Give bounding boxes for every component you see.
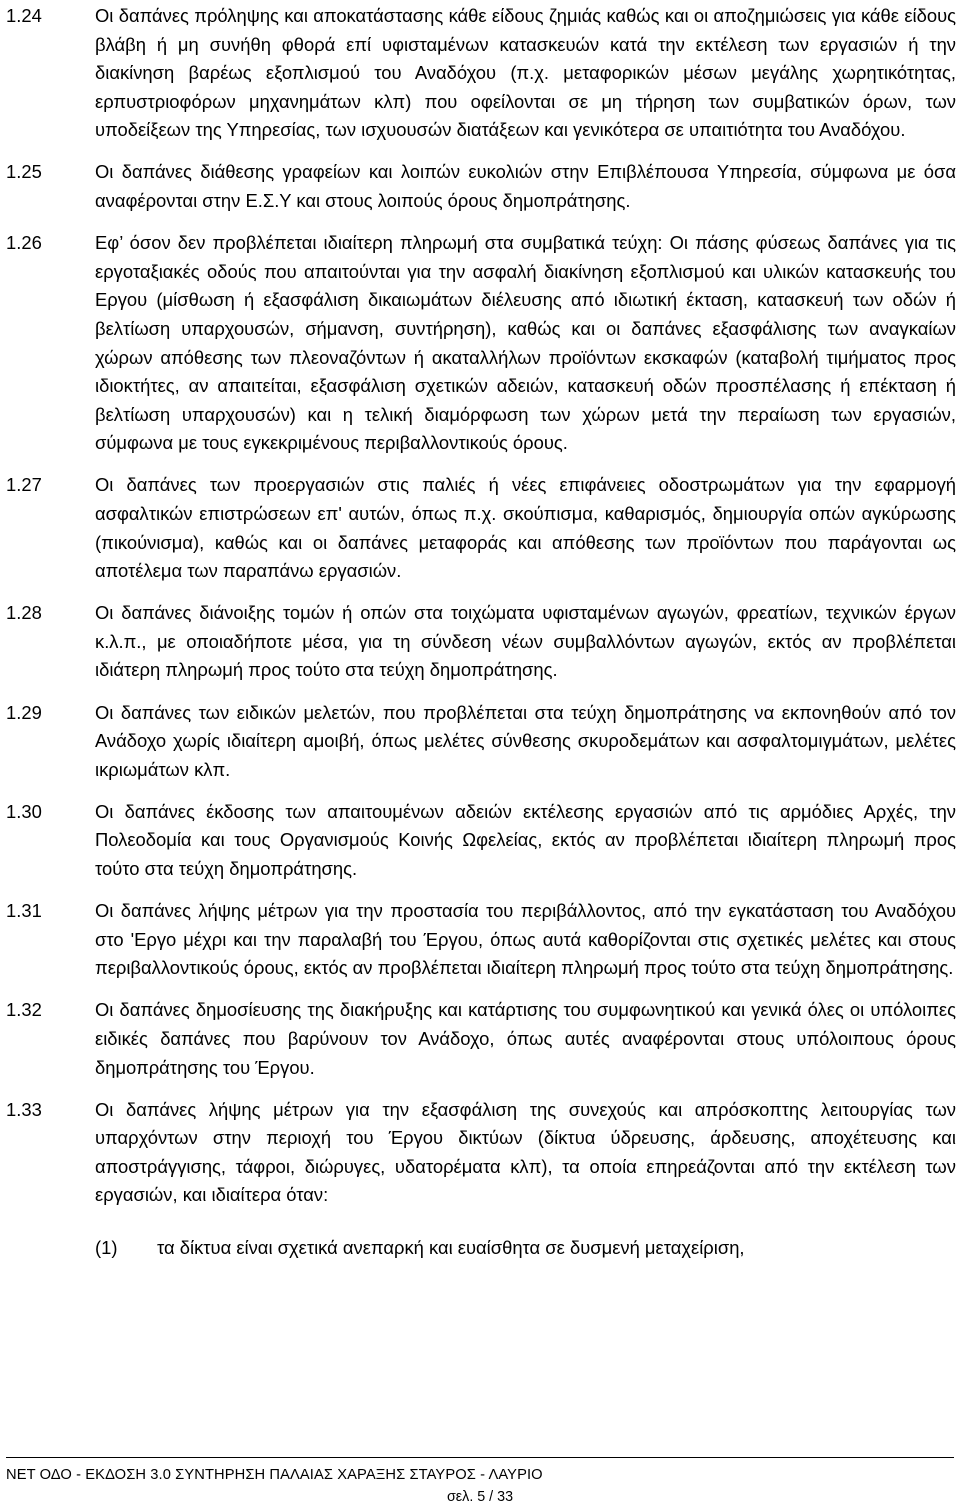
clause-number: 1.27: [6, 474, 42, 496]
clause-list: [6, 2, 956, 1276]
clause-1-29: [6, 699, 956, 785]
clause-1-31: [6, 897, 956, 983]
clause-number: 1.32: [6, 999, 42, 1021]
clause-text: Οι δαπάνες διάνοιξης τομών ή οπών στα τοιχώματα υφισταμένων αγωγών, φρεατίων, τεχνικών έργων κ.λ.π., με οποιαδήποτε μέσα, για τη σύνδεση νέων συμβαλλόντων αγωγών, εκτός αν προβλέπεται ιδιάτερη πληρωμή προς τούτο στα τεύχη δημοπράτησης.: [95, 602, 956, 681]
clause-text: Οι δαπάνες λήψης μέτρων για την εξασφάλιση της συνεχούς και απρόσκοπτης λειτουργίας των υπαρχόντων στην περιοχή του Έργου δικτύων (δίκτυα ύδρευσης, άρδευσης, αποχέτευσης και αποστράγγισης, τάφροι, διώρυγες, υδατορέματα κλπ), τα οποία επηρεάζονται από την εκτέλεση των εργασιών, και ιδιαίτερα όταν:: [95, 1098, 956, 1206]
clause-1-26: [6, 229, 956, 458]
clause-1-27: [6, 471, 956, 585]
clause-text: Οι δαπάνες διάθεσης γραφείων και λοιπών ευκολιών στην Επιβλέπουσα Υπηρεσία, σύμφωνα με όσα αναφέρονται στην Ε.Σ.Υ και στους λοιπούς όρους δημοπράτησης.: [95, 161, 956, 212]
sub-item: [95, 1234, 956, 1263]
clause-number: 1.25: [6, 161, 42, 183]
footer-divider: [6, 1457, 954, 1458]
clause-1-33: [6, 1096, 956, 1263]
clause-text: Οι δαπάνες πρόληψης και αποκατάστασης κάθε είδους ζημιάς καθώς και οι αποζημιώσεις για κάθε είδους βλάβη ή μη συνήθη φθορά επί υφισταμένων κατασκευών κατά την εκτέλεση των εργασιών ή την διακίνηση βαρέως εξοπλισμού του Αναδόχου (π.χ. μεταφορικών μέσων μεγάλης χωρητικότητας, ερπυστριοφόρων μηχανημάτων κλπ) που οφείλονται σε μη τήρηση των συμβατικών όρων, των υποδείξεων της Υπηρεσίας, των ισχυουσών διατάξεων και γενικότερα σε υπαιτιότητα του Αναδόχου.: [95, 5, 956, 141]
clause-1-24: [6, 2, 956, 145]
clause-number: 1.33: [6, 1098, 42, 1120]
clause-1-28: [6, 599, 956, 685]
sub-item-text: τα δίκτυα είναι σχετικά ανεπαρκή και ευαίσθητα σε δυσμενή μεταχείριση,: [157, 1237, 745, 1259]
clause-text: Εφ’ όσον δεν προβλέπεται ιδιαίτερη πληρωμή στα συμβατικά τεύχη: Οι πάσης φύσεως δαπάνες για τις εργοταξιακές οδούς που απαιτούνται για την ασφαλή διακίνηση εξοπλισμού και υλικών κατασκευής του Εργου (μίσθωση ή εξασφάλιση δικαιωμάτων διέλευσης από ιδιωτική έκταση, κατασκευή των οδών ή βελτίωση υπαρχουσών, σήμανση, συντήρηση), καθώς και οι δαπάνες εξασφάλισης των αναγκαίων χώρων απόθεσης των πλεοναζόντων ή ακαταλλήλων προϊόντων εκσκαφών (καταβολή τιμήματος προς ιδιοκτήτες, αν απαιτείται, εξασφάλιση σχετικών αδειών, κατασκευή οδών προσπέλασης ή επέκταση ή βελτίωση υπαρχουσών) και η τελική διαμόρφωση των χώρων μετά την περαίωση των εργασιών, σύμφωνα με τους εγκεκριμένους περιβαλλοντικούς όρους.: [95, 232, 956, 454]
clause-number: 1.30: [6, 800, 42, 822]
clause-number: 1.28: [6, 602, 42, 624]
clause-text: Οι δαπάνες των ειδικών μελετών, που προβλέπεται στα τεύχη δημοπράτησης να εκπονηθούν από τον Ανάδοχο χωρίς ιδιαίτερη αμοιβή, όπως μελέτες σύνθεσης σκυροδεμάτων και ασφαλτομιγμάτων, μελέτες ικριωμάτων κλπ.: [95, 701, 956, 780]
clause-text: Οι δαπάνες λήψης μέτρων για την προστασία του περιβάλλοντος, από την εγκατάσταση του Αναδόχου στο 'Εργο μέχρι και την παραλαβή του Έργου, όπως αυτά καθορίζονται στις σχετικές μελέτες και στους περιβαλλοντικούς όρους, εκτός αν προβλέπεται ιδιαίτερη πληρωμή προς τούτο στα τεύχη δημοπράτησης.: [95, 900, 956, 979]
clause-1-32: [6, 996, 956, 1082]
page-number: σελ. 5 / 33: [446, 1489, 514, 1505]
clause-1-25: [6, 158, 956, 215]
page-footer: [0, 1457, 960, 1506]
sub-item-number: (1): [95, 1237, 118, 1259]
clause-1-30: [6, 798, 956, 884]
clause-number: 1.31: [6, 900, 42, 922]
footer-document-title: ΝΕΤ ΟΔΟ - ΕΚΔΟΣΗ 3.0 ΣΥΝΤΗΡΗΣΗ ΠΑΛΑΙΑΣ ΧΑΡΑΞΗΣ ΣΤΑΥΡΟΣ - ΛΑΥΡΙΟ: [6, 1467, 543, 1483]
clause-text: Οι δαπάνες δημοσίευσης της διακήρυξης και κατάρτισης του συμφωνητικού και γενικά όλες οι υπόλοιπες ειδικές δαπάνες που βαρύνουν τον Ανάδοχο, όπως αυτές αναφέρονται στους υπόλοιπους όρους δημοπράτησης του Έργου.: [95, 999, 956, 1078]
clause-text: Οι δαπάνες έκδοσης των απαιτουμένων αδειών εκτέλεσης εργασιών από τις αρμόδιες Αρχές, την Πολεοδομία και τους Οργανισμούς Κοινής Ωφελείας, εκτός αν προβλέπεται ιδιαίτερη πληρωμή προς τούτο στα τεύχη δημοπράτησης.: [95, 800, 956, 880]
clause-number: 1.29: [6, 701, 42, 723]
clause-number: 1.24: [6, 5, 42, 26]
clause-number: 1.26: [6, 232, 42, 254]
clause-text: Οι δαπάνες των προεργασιών στις παλιές ή νέες επιφάνειες οδοστρωμάτων για την εφαρμογή ασφαλτικών επιστρώσεων επ' αυτών, όπως π.χ. σκούπισμα, καθαρισμός, δημιουργία οπών αγκύρωσης (πικούνισμα), καθώς και οι δαπάνες μεταφοράς και απόθεσης των προϊόντων που παράγονται ως αποτέλεμα των παραπάνω εργασιών.: [95, 474, 956, 582]
